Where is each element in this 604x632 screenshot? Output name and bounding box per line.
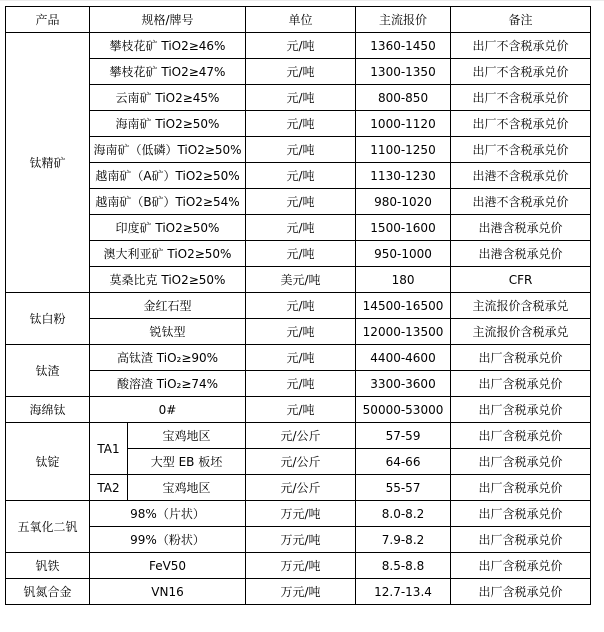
unit-cell: 元/吨 [246,397,356,423]
unit-cell: 元/吨 [246,345,356,371]
unit-cell: 美元/吨 [246,267,356,293]
note-cell: 主流报价含税承兑 [451,293,591,319]
table-row [6,267,591,293]
price-cell: 7.9-8.2 [356,527,451,553]
table-header [6,7,591,33]
note-cell: 出港含税承兑价 [451,215,591,241]
price-cell: 3300-3600 [356,371,451,397]
spec-cell: 98%（片状） [90,501,246,527]
table-row [6,293,591,319]
unit-cell: 元/吨 [246,33,356,59]
note-cell: 出厂含税承兑价 [451,527,591,553]
grade-cell: TA1 [90,423,128,475]
price-cell: 50000-53000 [356,397,451,423]
spec-cell: 澳大利亚矿 TiO2≥50% [90,241,246,267]
note-cell: 出厂含税承兑价 [451,449,591,475]
note-cell: 主流报价含税承兑 [451,319,591,345]
header-row [6,7,591,33]
table-row [6,527,591,553]
price-cell: 1500-1600 [356,215,451,241]
note-cell: 出厂不含税承兑价 [451,137,591,163]
note-cell: 出厂含税承兑价 [451,371,591,397]
note-cell: 出厂含税承兑价 [451,345,591,371]
price-table [5,6,591,605]
spec-cell: 高钛渣 TiO₂≥90% [90,345,246,371]
unit-cell: 元/吨 [246,189,356,215]
table-row [6,85,591,111]
spec-cell: 99%（粉状） [90,527,246,553]
unit-cell: 元/公斤 [246,475,356,501]
table-row [6,33,591,59]
spec-cell: 大型 EB 板坯 [128,449,246,475]
unit-cell: 元/吨 [246,319,356,345]
price-cell: 1300-1350 [356,59,451,85]
price-cell: 980-1020 [356,189,451,215]
spec-cell: 宝鸡地区 [128,423,246,449]
price-cell: 180 [356,267,451,293]
price-cell: 12000-13500 [356,319,451,345]
note-cell: 出港不含税承兑价 [451,163,591,189]
product-cell: 海绵钛 [6,397,90,423]
spec-cell: 金红石型 [90,293,246,319]
price-cell: 800-850 [356,85,451,111]
price-cell: 1130-1230 [356,163,451,189]
note-cell: 出厂不含税承兑价 [451,59,591,85]
table-row [6,345,591,371]
price-cell: 14500-16500 [356,293,451,319]
unit-cell: 万元/吨 [246,501,356,527]
spec-cell: 越南矿（A矿）TiO2≥50% [90,163,246,189]
column-header-product: 产品 [6,7,90,33]
table-row [6,553,591,579]
price-cell: 8.0-8.2 [356,501,451,527]
product-cell: 钛锭 [6,423,90,501]
spec-cell: 海南矿（低磷）TiO2≥50% [90,137,246,163]
product-cell: 五氧化二钒 [6,501,90,553]
spec-cell: FeV50 [90,553,246,579]
product-cell: 钒铁 [6,553,90,579]
column-header-price: 主流报价 [356,7,451,33]
unit-cell: 元/吨 [246,137,356,163]
unit-cell: 万元/吨 [246,527,356,553]
price-cell: 8.5-8.8 [356,553,451,579]
unit-cell: 元/吨 [246,293,356,319]
spec-cell: 酸溶渣 TiO₂≥74% [90,371,246,397]
product-cell: 钛精矿 [6,33,90,293]
note-cell: 出厂不含税承兑价 [451,33,591,59]
spec-cell: VN16 [90,579,246,605]
table-body [6,33,591,605]
note-cell: 出厂含税承兑价 [451,475,591,501]
table-row [6,319,591,345]
table-row [6,111,591,137]
unit-cell: 元/公斤 [246,449,356,475]
table-row [6,215,591,241]
unit-cell: 万元/吨 [246,579,356,605]
product-cell: 钛渣 [6,345,90,397]
unit-cell: 元/吨 [246,111,356,137]
spec-cell: 0# [90,397,246,423]
note-cell: 出厂不含税承兑价 [451,111,591,137]
price-cell: 1000-1120 [356,111,451,137]
note-cell: 出厂含税承兑价 [451,501,591,527]
table-row [6,423,591,449]
spec-cell: 攀枝花矿 TiO2≥46% [90,33,246,59]
note-cell: CFR [451,267,591,293]
price-cell: 1360-1450 [356,33,451,59]
price-cell: 950-1000 [356,241,451,267]
table-row [6,137,591,163]
table-row [6,501,591,527]
note-cell: 出厂含税承兑价 [451,397,591,423]
column-header-unit: 单位 [246,7,356,33]
spec-cell: 攀枝花矿 TiO2≥47% [90,59,246,85]
table-row [6,59,591,85]
price-cell: 64-66 [356,449,451,475]
unit-cell: 元/公斤 [246,423,356,449]
product-cell: 钛白粉 [6,293,90,345]
note-cell: 出厂含税承兑价 [451,423,591,449]
table-row [6,163,591,189]
unit-cell: 元/吨 [246,163,356,189]
grade-cell: TA2 [90,475,128,501]
spec-cell: 锐钛型 [90,319,246,345]
spec-cell: 莫桑比克 TiO2≥50% [90,267,246,293]
spec-cell: 云南矿 TiO2≥45% [90,85,246,111]
note-cell: 出港含税承兑价 [451,241,591,267]
table-row [6,189,591,215]
unit-cell: 元/吨 [246,85,356,111]
note-cell: 出港不含税承兑价 [451,189,591,215]
table-row [6,371,591,397]
unit-cell: 元/吨 [246,241,356,267]
spec-cell: 印度矿 TiO2≥50% [90,215,246,241]
price-cell: 57-59 [356,423,451,449]
price-cell: 12.7-13.4 [356,579,451,605]
note-cell: 出厂含税承兑价 [451,579,591,605]
spec-cell: 宝鸡地区 [128,475,246,501]
spec-cell: 海南矿 TiO2≥50% [90,111,246,137]
unit-cell: 元/吨 [246,59,356,85]
unit-cell: 元/吨 [246,371,356,397]
table-row [6,475,591,501]
table-row [6,397,591,423]
product-cell: 钒氮合金 [6,579,90,605]
table-row [6,579,591,605]
table-row [6,241,591,267]
column-header-note: 备注 [451,7,591,33]
unit-cell: 元/吨 [246,215,356,241]
spec-cell: 越南矿（B矿）TiO2≥54% [90,189,246,215]
column-header-spec: 规格/牌号 [90,7,246,33]
note-cell: 出厂含税承兑价 [451,553,591,579]
unit-cell: 万元/吨 [246,553,356,579]
price-cell: 55-57 [356,475,451,501]
price-cell: 1100-1250 [356,137,451,163]
note-cell: 出厂不含税承兑价 [451,85,591,111]
price-cell: 4400-4600 [356,345,451,371]
